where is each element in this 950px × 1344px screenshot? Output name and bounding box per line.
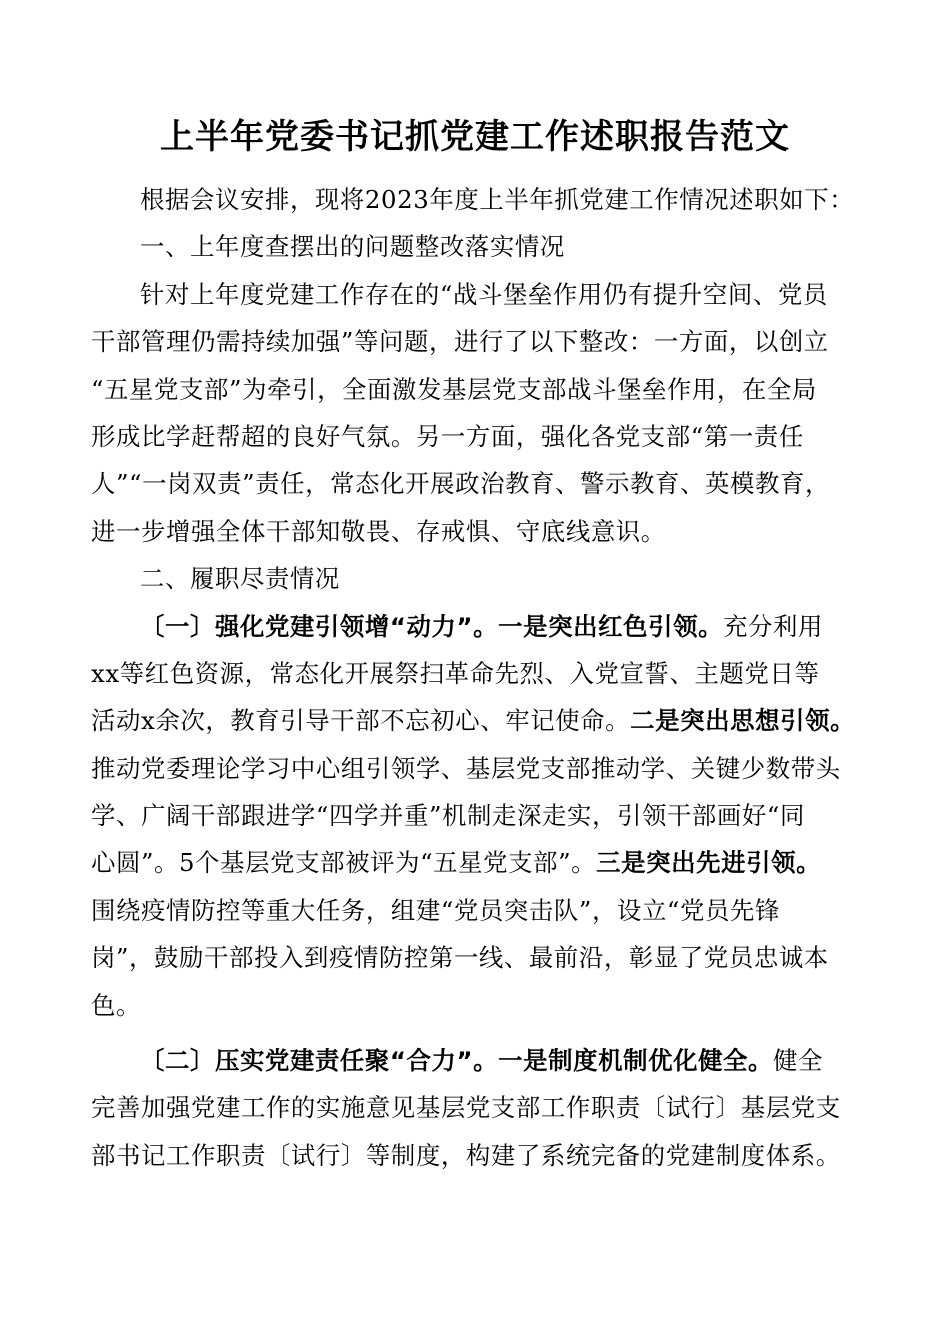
section1-line: 干部管理仍需持续加强”等问题，进行了以下整改：一方面，以创立 [91,327,829,357]
sub1-line: 推动党委理论学习中心组引领学、基层党支部推动学、关键少数带头 [91,753,841,783]
sub1-bold-point: 三是突出先进引领。 [596,848,822,878]
sub1-text: 充分利用 [723,611,824,641]
sub1-line: 岗”，鼓励干部投入到疫情防控第一线、最前沿，彰显了党员忠诚本 [91,943,829,973]
sub2-line: 完善加强党建工作的实施意见基层党支部工作职责〔试行〕基层党支 [91,1093,841,1123]
intro-paragraph: 根据会议安排，现将2023年度上半年抓党建工作情况述职如下： [140,185,855,214]
sub1-text: 活动x余次，教育引导干部不忘初心、牢记使命。 [91,706,631,736]
section2-heading: 二、履职尽责情况 [140,564,340,594]
sub1-text: 心圆”。5个基层党支部被评为“五星党支部”。 [91,848,597,878]
document-body [91,176,871,1179]
sub2-text: 健全 [773,1046,824,1076]
section1-line: 进一步增强全体干部知敬畏、存戒惧、守底线意识。 [91,516,666,546]
section1-line: “五星党支部”为牵引，全面激发基层党支部战斗堡垒作用，在全局 [91,374,817,404]
section1-heading: 一、上年度查摆出的问题整改落实情况 [140,232,565,262]
sub1-bold-point: 二是突出思想引领。 [630,706,856,736]
sub1-line: xx等红色资源，常态化开展祭扫革命先烈、入党宣誓、主题党日等 [91,658,820,688]
sub1-line [91,603,871,650]
sub2-line: 部书记工作职责〔试行〕等制度，构建了系统完备的党建制度体系。 [91,1140,841,1170]
document-title: 上半年党委书记抓党建工作述职报告范文 [160,117,790,157]
section1-line: 人”“一岗双责”责任，常态化开展政治教育、警示教育、英模教育， [91,469,830,499]
sub1-line [91,697,871,744]
sub1-line: 色。 [91,990,141,1020]
sub1-bold-lead: 〔一〕强化党建引领增“动力”。一是突出红色引领。 [140,611,724,641]
section1-line: 形成比学赶帮超的良好气氛。另一方面，强化各党支部“第一责任 [91,421,804,451]
sub2-line [91,1037,871,1084]
sub1-line: 学、广阔干部跟进学“四学并重”机制走深走实，引领干部画好“同 [91,801,805,831]
sub2-bold-lead: 〔二〕压实党建责任聚“合力”。一是制度机制优化健全。 [140,1046,774,1076]
paragraph-gap [91,1029,871,1037]
sub1-line [91,839,871,886]
sub1-line: 围绕疫情防控等重大任务，组建“党员突击队”，设立“党员先锋 [91,895,780,925]
section1-line: 针对上年度党建工作存在的“战斗堡垒作用仍有提升空间、党员 [140,279,828,309]
